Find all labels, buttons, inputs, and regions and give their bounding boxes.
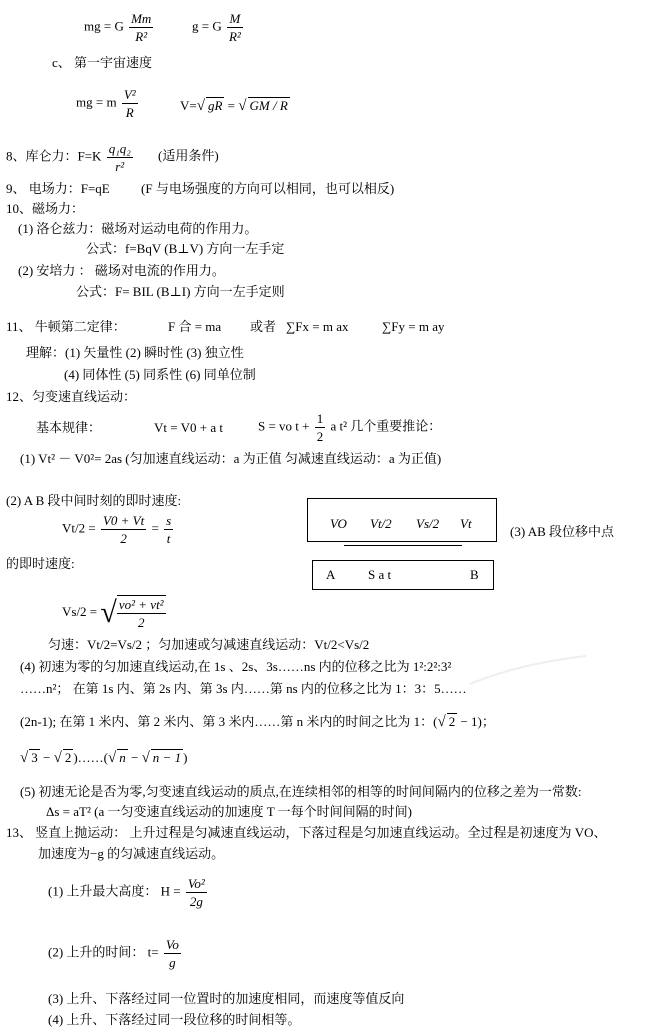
sqrt-gr: gR — [207, 98, 223, 113]
electric-note: (F 与电场强度的方向可以相同，也可以相反) — [141, 181, 395, 196]
newton-understanding-2: (4) 同体性 (5) 同系性 (6) 同单位制 — [64, 367, 256, 382]
max-height-formula: (1) 上升最大高度： H = $\frac{\text{Vo²}}{2g}$ — [48, 876, 205, 909]
uniform-comparison-note: 匀速：Vt/2=Vs/2 ；匀加速或匀减速直线运动：Vt/2<Vs/2 — [48, 637, 370, 652]
uniform-motion-title: 12、匀变速直线运动： — [6, 389, 137, 404]
first-cosmic-equation: mg = m $\frac{\text{V²}}{R}$ — [76, 87, 136, 120]
inference-3-continued: 的即时速度: — [6, 556, 75, 571]
inference-4-line-2: ……n²； 在第 1s 内、第 2s 内、第 3s 内……第 ns 内的位移之比为 1：3：5…… — [20, 681, 467, 696]
inference-1: (1) Vt² － V0²= 2as (匀加速直线运动：a 为正值 匀减速直线运动：a 为正值) — [20, 451, 442, 466]
faint-watermark-stroke — [468, 654, 588, 694]
mid-time-velocity-formula: Vt/2 = $\frac{V0 + Vt}{2}$ = $\frac{s}{t}$ — [62, 513, 172, 546]
uniform-basic-label: 基本规律： — [36, 420, 102, 435]
inference-2-title: (2) A B 段中间时刻的即时速度: — [6, 493, 182, 508]
vertical-throw-title: 13、 竖直上抛运动： 上升过程是匀减速直线运动，下落过程是匀加速直线运动。全过程是初速度为 VO、 — [6, 825, 607, 840]
coulomb-denominator: r² — [115, 159, 125, 174]
newton-understanding-1: 理解：(1) 矢量性 (2) 瞬时性 (3) 独立性 — [26, 345, 244, 360]
label-vt2: Vt/2 — [370, 516, 392, 531]
first-cosmic-denominator: R — [125, 105, 134, 120]
gravity-eq2-numerator: M — [227, 10, 243, 28]
inference-5-line-2: Δs = aT² (a 一匀变速直线运动的加速度 T 一每个时间间隔的时间) — [46, 804, 412, 819]
sqrt-gm-over-r: GM / R — [249, 98, 288, 113]
gravity-equation-1: mg = G $\frac{Mm}{\text{R²}}$ — [84, 11, 152, 44]
first-cosmic-velocity-label: c、 第一宇宙速度 — [52, 55, 153, 70]
newton-title: 11、 牛顿第二定律： — [6, 319, 126, 334]
ampere-formula: 公式：F= BIL (B⊥I) 方向一左手定则 — [76, 284, 285, 299]
newton-or: 或者 — [250, 319, 277, 334]
gravity-equation-2: g = G $\frac{M}{\text{R²}}$ — [192, 11, 241, 44]
coulomb-note: (适用条件) — [158, 148, 219, 164]
mid-position-velocity-formula: Vs/2 = √ $\frac{\text{vo² + vt²}}{2}$ — [62, 596, 164, 630]
label-vs2: Vs/2 — [416, 516, 440, 531]
magnetic-force-title: 10、磁场力： — [6, 201, 85, 216]
coulomb-force-line: 8、库仑力：F=K $\frac{\text{q₁q₂}}{\text{r²}}$ (适用条件) — [6, 141, 219, 174]
inference-3-title: (3) AB 段位移中点 — [510, 524, 615, 539]
lorentz-formula: 公式：f=BqV (B⊥V) 方向一左手定 — [86, 241, 285, 256]
vertical-inference-3: (3) 上升、下落经过同一位置时的加速度相同，而速度等值反向 — [48, 991, 405, 1006]
ampere-force-line: (2) 安培力 ： 磁场对电流的作用力。 — [18, 263, 225, 278]
electric-force-line: 9、 电场力：F=qE (F 与电场强度的方向可以相同，也可以相反) — [6, 181, 395, 196]
vertical-inference-4: (4) 上升、下落经过同一段位移的时间相等。 — [48, 1012, 301, 1027]
gravity-eq1-numerator: Mm — [131, 11, 152, 26]
inference-4-line-4: √ 3 − √ 2 )……(√ n − √ n − 1 ) — [20, 750, 188, 766]
newton-sum-x: ∑Fx = m ax — [286, 319, 349, 334]
inference-4-line-1: (4) 初速为零的匀加速直线运动,在 1s 、2s、3s……ns 内的位移之比为 1²:2²:3² — [20, 659, 452, 674]
inference-4-line-3: (2n-1); 在第 1 米内、第 2 米内、第 3 米内……第 n 米内的时间之比为 1：(√ 2 − 1)； — [20, 714, 495, 730]
label-vo: VO — [330, 516, 347, 531]
inference-5-line-1: (5) 初速无论是否为零,匀变速直线运动的质点,在连续相邻的相等的时间间隔内的位移之差为一常数: — [20, 784, 582, 799]
first-cosmic-velocity-formula: V=√ gR = √ GM / R — [180, 98, 288, 114]
segment-label-sat: S a t — [368, 567, 392, 582]
coulomb-numerator: q₁q₂ — [108, 141, 131, 156]
newton-sum-y: ∑Fy = m ay — [382, 319, 445, 334]
gravity-eq2-denominator: R² — [228, 29, 241, 44]
vertical-throw-title-2: 加速度为−g 的匀减速直线运动。 — [38, 846, 225, 861]
segment-label-a: A — [326, 567, 336, 582]
first-cosmic-numerator: V² — [123, 87, 136, 102]
rise-time-formula: (2) 上升的时间： t= $\frac{Vo}{g}$ — [48, 937, 179, 970]
displacement-equation: S = vo t + $\frac{1}{2}$ a t² 几个重要推论： — [258, 411, 442, 444]
lorentz-force-line: (1) 洛仑兹力：磁场对运动电荷的作用力。 — [18, 221, 258, 236]
segment-line — [344, 545, 462, 546]
segment-diagram-box — [312, 560, 494, 590]
velocity-equation: Vt = V0 + a t — [154, 420, 223, 435]
newton-f-ma: F 合 = ma — [168, 319, 222, 334]
label-vt: Vt — [460, 516, 472, 531]
segment-label-b: B — [470, 567, 479, 582]
gravity-eq1-denominator: R² — [135, 29, 148, 44]
